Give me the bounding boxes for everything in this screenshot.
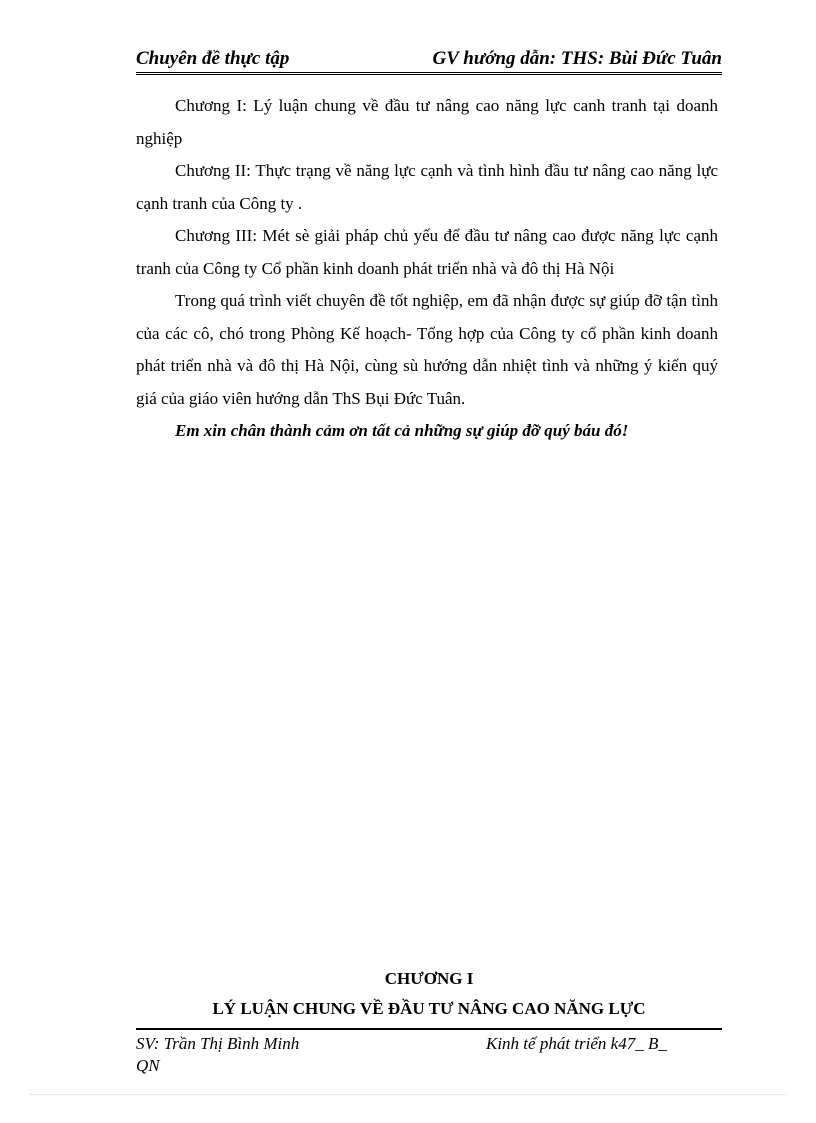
chapter-title: LÝ LUẬN CHUNG VỀ ĐẦU TƯ NÂNG CAO NĂNG LỰC [212, 999, 646, 1018]
page-bottom-dotted-line [30, 1094, 786, 1095]
paragraph-chapter-3: Chương III: Mét sè giải pháp chủ yếu để đầu tư nâng cao được năng lực cạnh tranh của Công ty Cổ phần kinh doanh phát triển nhà và đô thị Hà Nội [136, 226, 718, 278]
paragraph-chapter-2: Chương II: Thực trạng về năng lực cạnh và tình hình đầu tư nâng cao năng lực cạnh tranh của Công ty . [136, 161, 718, 213]
header-supervisor: GV hướng dẫn: THS: Bùi Đức Tuân [432, 48, 722, 69]
footer-divider [136, 1028, 722, 1030]
chapter-heading [136, 964, 722, 1024]
chapter-number: CHƯƠNG I [384, 969, 474, 988]
header-document-type: Chuyên đề thực tập [136, 48, 290, 69]
footer-class-continued: QN [136, 1056, 160, 1075]
footer-student: SV: Trần Thị Bình Minh [136, 1034, 300, 1053]
page-header [136, 46, 722, 75]
thanks-line: Em xin chân thành cảm ơn tất cả những sự giúp đỡ quý báu đó! [175, 421, 629, 440]
footer-class: Kinh tế phát triển k47_ B_ [486, 1034, 667, 1053]
body-text [136, 90, 718, 448]
paragraph-chapter-1: Chương I: Lý luận chung về đầu tư nâng cao năng lực canh tranh tại doanh nghiệp [136, 96, 718, 148]
paragraph-acknowledgement: Trong quá trình viết chuyên đề tốt nghiệp, em đã nhận được sự giúp đỡ tận tình của các cô, chó trong Phòng Kế hoạch- Tổng hợp của Công ty cổ phần kinh doanh phát triển nhà và đô thị Hà Nội, cùng sù hướng dẫn nhiệt tình và những ý kiến quý giá của giáo viên hướng dẫn ThS Bụi Đức Tuân. [136, 291, 718, 408]
